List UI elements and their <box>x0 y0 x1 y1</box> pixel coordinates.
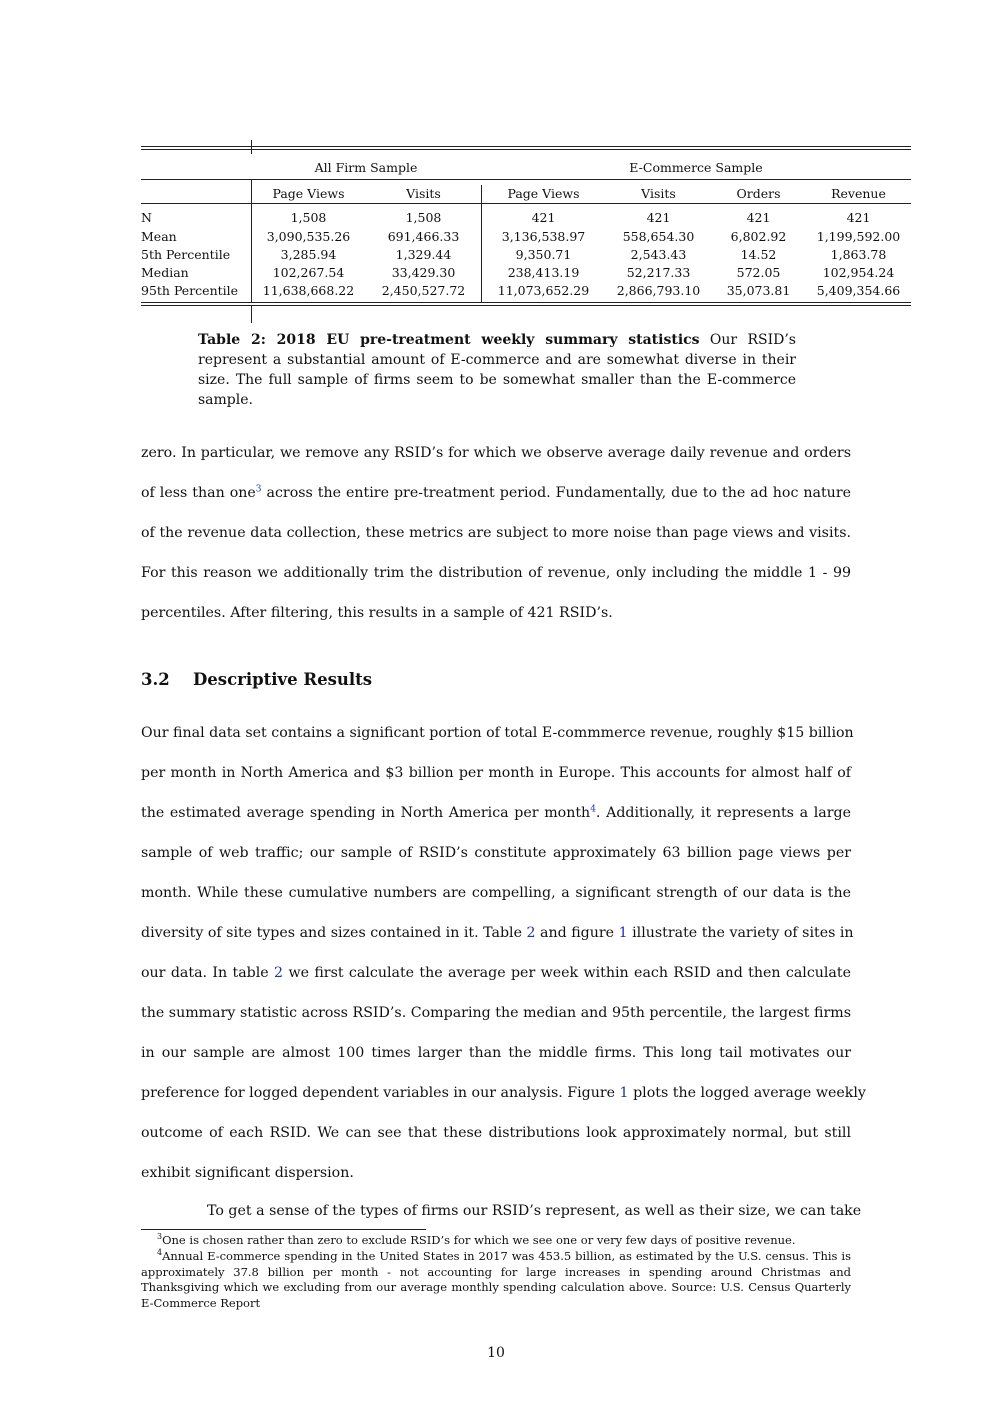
table-cell: 3,136,538.97 <box>501 229 586 244</box>
text-line: the estimated average spending in North America per month$^4$. Additionally, it represents a large <box>141 804 851 821</box>
table-2-link[interactable]: 2 <box>526 925 536 941</box>
table-cell: 421 <box>531 210 556 225</box>
table-bottom-rule-double <box>141 305 911 306</box>
table-cell: 421 <box>846 210 871 225</box>
table-cell: 11,073,652.29 <box>497 283 590 298</box>
table-cell: 2,866,793.10 <box>616 283 701 298</box>
table-top-rule-double <box>141 149 911 150</box>
row-label: 5th Percentile <box>141 247 231 262</box>
figure-1-link[interactable]: 1 <box>619 1085 629 1101</box>
row-label: 95th Percentile <box>141 283 239 298</box>
caption-label: Table 2: 2018 EU pre-treatment weekly summary statistics <box>198 332 700 348</box>
paragraph-descriptive-results <box>141 713 866 1193</box>
text-line: sample of web traffic; our sample of RSID’s constitute approximately 63 billion page views per <box>141 845 851 861</box>
footnote-4: $^4$Annual E-commerce spending in the United States in 2017 was 453.5 billion, as estimated by the U.S. census. This is approximately 37.8 billion per month - not accounting for large increases in spending around Christmas and Thanksgiving which we excluding from our average monthly spending calculation above. Source: U.S. Census Quarterly E-Commerce Report <box>141 1248 851 1310</box>
table-cell: 11,638,668.22 <box>262 283 355 298</box>
column-header: Visits <box>406 186 441 201</box>
table-cell: 238,413.19 <box>507 265 580 280</box>
table-cell: 3,285.94 <box>280 247 337 262</box>
page-number: 10 <box>487 1345 505 1361</box>
group-header-ecommerce: E-Commerce Sample <box>629 160 763 175</box>
table-cell: 1,508 <box>405 210 442 225</box>
table-top-rule <box>141 146 911 147</box>
row-label: N <box>141 210 152 225</box>
column-header-rule <box>141 203 911 204</box>
table-stub-rule-top <box>251 140 252 154</box>
footnote-3: $^3$One is chosen rather than zero to exclude RSID’s for which we see one or very few days of positive revenue. <box>157 1232 796 1247</box>
section-number: 3.2 <box>141 670 170 689</box>
text-line: outcome of each RSID. We can see that these distributions look approximately normal, but still <box>141 1125 851 1141</box>
footnote-ref-4[interactable]: 4 <box>590 804 596 815</box>
table-cell: 421 <box>646 210 671 225</box>
figure-1-link[interactable]: 1 <box>618 925 628 941</box>
table-cell: 33,429.30 <box>391 265 456 280</box>
text-line: per month in North America and $3 billion per month in Europe. This accounts for almost half of <box>141 765 851 781</box>
table-cell: 558,654.30 <box>622 229 695 244</box>
footnote-rule <box>141 1229 426 1230</box>
text-line: diversity of site types and sizes contained in it. Table 2 and figure 1 illustrate the variety of sites in <box>141 925 854 941</box>
text-line: the summary statistic across RSID’s. Comparing the median and 95th percentile, the largest firms <box>141 1005 851 1021</box>
table-cell: 35,073.81 <box>726 283 791 298</box>
text-line: To get a sense of the types of firms our RSID’s represent, as well as their size, we can take <box>207 1203 862 1219</box>
text-line: of less than one$^3$ across the entire pre-treatment period. Fundamentally, due to the ad hoc nature <box>141 484 851 501</box>
table-cell: 1,329.44 <box>395 247 452 262</box>
table-cell: 1,508 <box>290 210 327 225</box>
text-line: of the revenue data collection, these metrics are subject to more noise than page views and visits. <box>141 525 851 541</box>
text-line: zero. In particular, we remove any RSID’s for which we observe average daily revenue and orders <box>141 445 851 461</box>
table-stub-rule-bottom <box>251 305 252 323</box>
text-line: our data. In table 2 we first calculate the average per week within each RSID and then calculate <box>141 965 851 981</box>
table-cell: 5,409,354.66 <box>816 283 901 298</box>
column-header: Visits <box>641 186 676 201</box>
footnote-ref-3[interactable]: 3 <box>255 484 262 495</box>
column-header: Page Views <box>272 186 345 201</box>
summary-statistics-table <box>141 140 911 325</box>
group-header-all-firm: All Firm Sample <box>314 160 418 175</box>
table-cell: 1,863.78 <box>830 247 887 262</box>
caption-text: Our RSID’s represent a substantial amount of E-commerce and are somewhat diverse in their size. The full sample of firms seem to be somewhat smaller than the E-commerce sample. <box>198 332 796 408</box>
table-cell: 2,450,527.72 <box>381 283 466 298</box>
text-line: in our sample are almost 100 times larger than the middle firms. This long tail motivates our <box>141 1045 851 1061</box>
text-line: month. While these cumulative numbers are compelling, a significant strength of our data is the <box>141 885 851 901</box>
section-heading <box>141 670 372 689</box>
table-cell: 421 <box>746 210 771 225</box>
column-header: Orders <box>736 186 781 201</box>
group-header-rule <box>141 179 911 180</box>
column-header: Revenue <box>831 186 886 201</box>
table-cell: 572.05 <box>736 265 781 280</box>
text-line: preference for logged dependent variables in our analysis. Figure 1 plots the logged average weekly <box>141 1085 866 1101</box>
table-cell: 52,217.33 <box>626 265 691 280</box>
table-cell: 9,350.71 <box>515 247 572 262</box>
table-cell: 1,199,592.00 <box>816 229 901 244</box>
row-label: Median <box>141 265 189 280</box>
footnote-mark: 3 <box>157 1232 163 1242</box>
table-caption <box>198 330 796 410</box>
text-line: exhibit significant dispersion. <box>141 1165 354 1181</box>
table-cell: 102,267.54 <box>272 265 345 280</box>
table-cell: 2,543.43 <box>630 247 687 262</box>
table-cell: 3,090,535.26 <box>266 229 351 244</box>
text-line: percentiles. After filtering, this results in a sample of 421 RSID’s. <box>141 605 613 621</box>
table-cell: 102,954.24 <box>822 265 895 280</box>
row-label: Mean <box>141 229 177 244</box>
table-cell: 14.52 <box>740 247 777 262</box>
column-header: Page Views <box>507 186 580 201</box>
text-line: Our final data set contains a significant portion of total E-commmerce revenue, roughly $15 billion <box>141 725 854 741</box>
paragraph-filtering <box>141 433 851 633</box>
text-line: For this reason we additionally trim the distribution of revenue, only including the middle 1 - 99 <box>141 565 851 581</box>
section-title: Descriptive Results <box>193 670 373 689</box>
table-cell: 6,802.92 <box>730 229 787 244</box>
footnote-mark: 4 <box>157 1248 163 1258</box>
paragraph-firm-types <box>141 1191 862 1231</box>
table-cell: 691,466.33 <box>387 229 460 244</box>
table-2-link[interactable]: 2 <box>274 965 284 981</box>
table-bottom-rule <box>141 302 911 303</box>
